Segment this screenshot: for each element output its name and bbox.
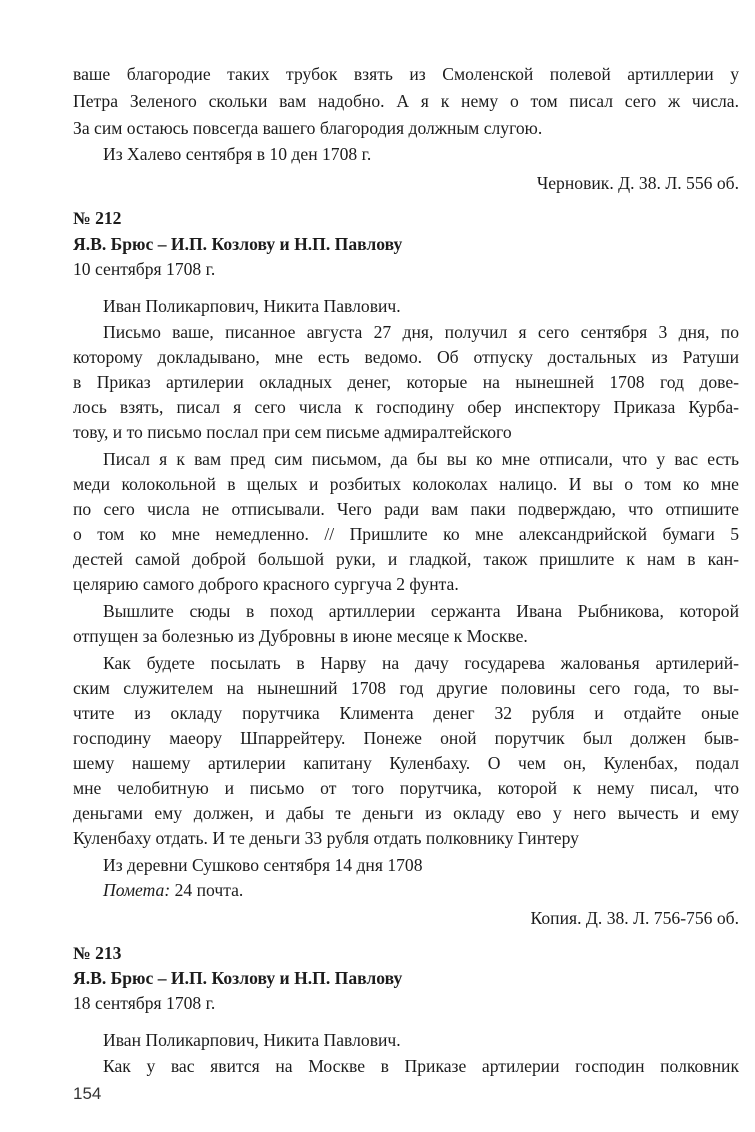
text-line: Куленбаху отдать. И те деньги 33 рубля отдать полковнику Гинтеру [73, 828, 579, 848]
text-line: ваше благородие таких трубок взять из Смоленской полевой артиллерии у [73, 64, 739, 84]
text-line: Вышлите сюды в поход артиллерии сержанта Ивана Рыбникова, которой [103, 601, 739, 621]
text-line: ским служителем на нынешний 1708 год другие половины сего года, то вы- [73, 678, 739, 698]
note-line [103, 878, 739, 902]
document-date: 18 сентября 1708 г. [73, 993, 216, 1013]
text-line: господину маеору Шпаррейтеру. Понеже оной порутчик был должен быв- [73, 728, 739, 748]
text-line: о том ко мне немедленно. // Пришлите ко мне александрийской бумаги 5 [73, 524, 739, 544]
text-line: по сего числа не отписывали. Чего ради вам паки подверждаю, что отпишите [73, 499, 739, 519]
text-line: лось взять, писал я сего числа к господину обер инспектору Приказа Курба- [73, 397, 739, 417]
document-number: № 213 [73, 943, 122, 963]
page-number: 154 [73, 1084, 102, 1103]
letter-closing: Из деревни Сушково сентября 14 дня 1708 [103, 855, 423, 875]
letter-date-line: Из Халево сентября в 10 ден 1708 г. [103, 144, 372, 164]
text-line: Письмо ваше, писанное августа 27 дня, получил я сего сентября 3 дня, по [103, 322, 739, 342]
text-line: Как будете посылать в Нарву на дачу государева жалованья артилерий- [103, 653, 739, 673]
text-line: деньгами ему должен, и дабы те деньги из окладу ево у него вычесть и ему [73, 803, 739, 823]
text-line: Писал я к вам пред сим письмом, да бы вы ко мне отписали, что у вас есть [103, 449, 739, 469]
text-line: шему нашему артилерии капитану Куленбаху. О чем он, Куленбах, подал [73, 753, 739, 773]
text-line: Как у вас явится на Москве в Приказе артилерии господин полковник [103, 1056, 739, 1076]
text-line: которому докладывано, мне есть ведомо. Об отпуску достальных из Ратуши [73, 347, 739, 367]
text-line: За сим остаюсь повсегда вашего благородия должным слугою. [73, 118, 543, 138]
text-line: целярию самого доброго красного сургуча 2 фунта. [73, 574, 459, 594]
text-line: дестей самой доброй большой руки, и гладкой, також пришлите к нам в кан- [73, 549, 739, 569]
text-line: меди колокольной в щелых и розбитых колоколах налицо. И вы о том ко мне [73, 474, 739, 494]
document-number: № 212 [73, 208, 122, 228]
text-line: тову, и то письмо послал при сем письме адмиралтейского [73, 422, 512, 442]
greeting: Иван Поликарпович, Никита Павлович. [103, 1030, 401, 1050]
archive-source: Черновик. Д. 38. Л. 556 об. [536, 173, 739, 193]
text-line: Петра Зеленого скольки вам надобно. А я к нему о том писал сего ж числа. [73, 91, 739, 111]
text-line: отпущен за болезнью из Дубровны в июне месяце к Москве. [73, 626, 528, 646]
text-line: мне челобитную и письмо от того порутчика, которой к нему писал, что [73, 778, 739, 798]
document-title: Я.В. Брюс – И.П. Козлову и Н.П. Павлову [73, 234, 403, 254]
note-text: 24 почта. [170, 880, 244, 900]
greeting: Иван Поликарпович, Никита Павлович. [103, 296, 401, 316]
document-title: Я.В. Брюс – И.П. Козлову и Н.П. Павлову [73, 968, 403, 988]
text-line: чтите из окладу порутчика Климента денег 32 рубля и отдайте оные [73, 703, 739, 723]
archive-source: Копия. Д. 38. Л. 756-756 об. [530, 908, 739, 928]
document-date: 10 сентября 1708 г. [73, 259, 216, 279]
note-label: Помета: [103, 880, 171, 900]
text-line: в Приказ артилерии окладных денег, которые на нынешней 1708 год дове- [73, 372, 739, 392]
